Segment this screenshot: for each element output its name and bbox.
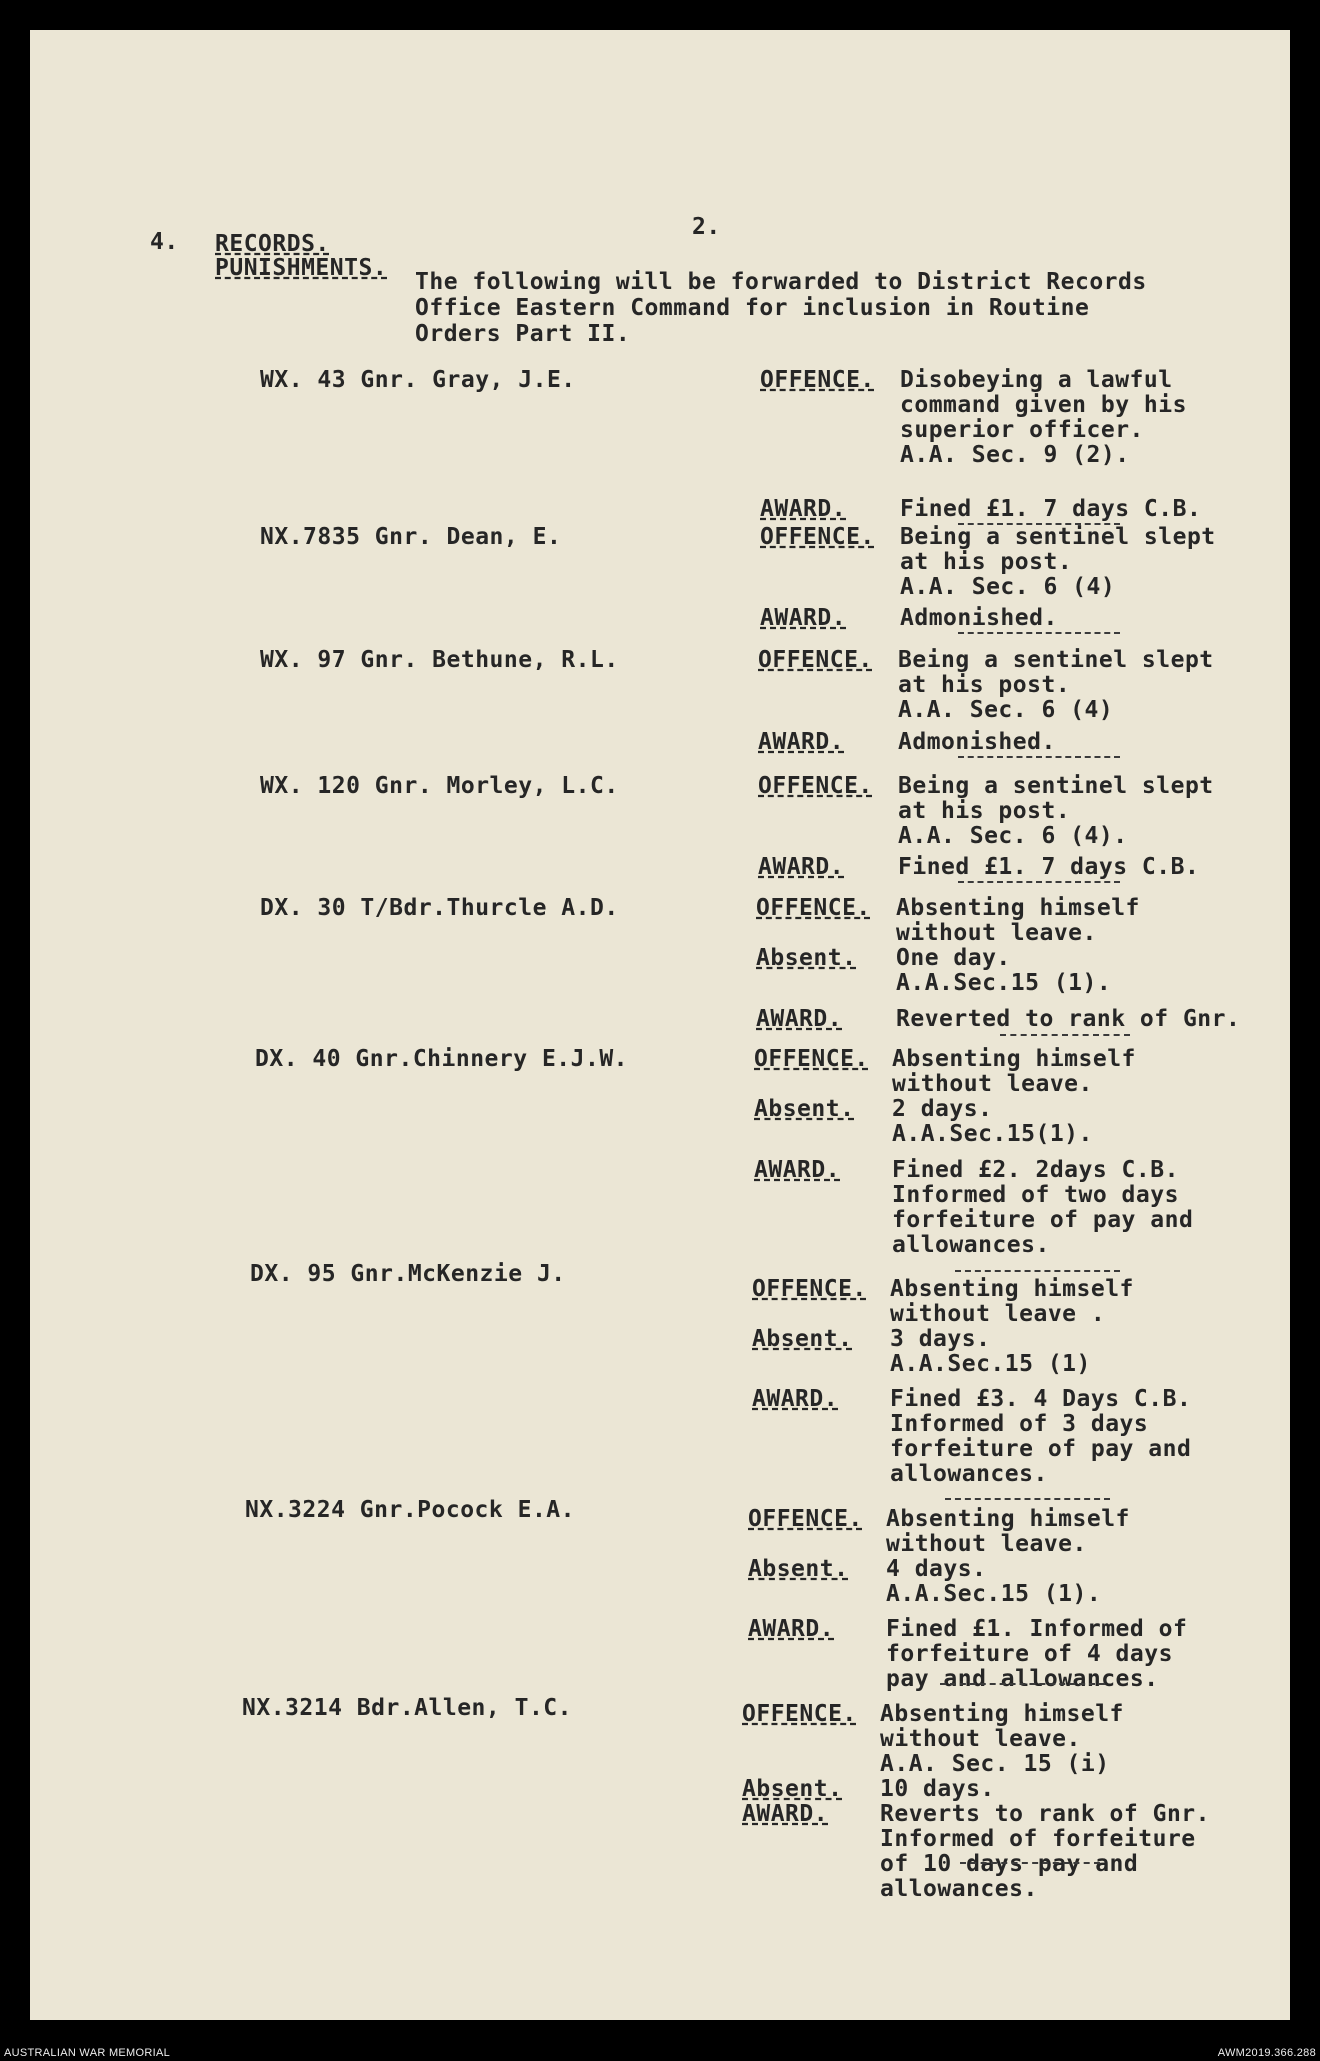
entry-label: Absent. xyxy=(754,1096,855,1122)
entry-label: AWARD. xyxy=(760,605,847,631)
entry-label: AWARD. xyxy=(742,1801,829,1827)
entry-text-line: 2 days. xyxy=(892,1096,993,1122)
entry-text-line: forfeiture of pay and xyxy=(890,1436,1192,1462)
entry-text-line: A.A.Sec.15 (1) xyxy=(890,1351,1091,1377)
entry-label: Absent. xyxy=(748,1556,849,1582)
entry-text-line: One day. xyxy=(896,945,1011,971)
entry-text-line: A.A. Sec. 9 (2). xyxy=(900,442,1130,468)
entry-text-line: Being a sentinel slept xyxy=(898,647,1214,673)
entry-text-line: Informed of 3 days xyxy=(890,1411,1149,1437)
intro-line: Orders Part II. xyxy=(415,321,631,347)
entry-text-line: A.A.Sec.15 (1). xyxy=(886,1581,1102,1607)
entry-label: AWARD. xyxy=(758,854,845,880)
entry-name: DX. 95 Gnr.McKenzie J. xyxy=(250,1261,566,1287)
entry-text-line: command given by his xyxy=(900,392,1187,418)
entry-text-line: Absenting himself xyxy=(892,1046,1136,1072)
section-subheading: PUNISHMENTS. xyxy=(215,255,388,281)
entry-label: AWARD. xyxy=(752,1386,839,1412)
section-heading: RECORDS. xyxy=(215,231,330,257)
entry-label: AWARD. xyxy=(756,1006,843,1032)
separator-dash xyxy=(958,756,1120,758)
separator-dash xyxy=(958,632,1120,634)
entry-name: WX. 120 Gnr. Morley, L.C. xyxy=(260,773,619,799)
entry-text-line: Fined £2. 2days C.B. xyxy=(892,1157,1179,1183)
entry-text-line: without leave. xyxy=(880,1726,1081,1752)
entry-text-line: A.A. Sec. 15 (i) xyxy=(880,1751,1110,1777)
entry-text-line: Absenting himself xyxy=(890,1276,1134,1302)
entry-label: OFFENCE. xyxy=(758,647,873,673)
separator-dash xyxy=(955,1270,1120,1272)
entry-name: NX.3224 Gnr.Pocock E.A. xyxy=(245,1497,575,1523)
separator-dash xyxy=(960,1862,1100,1864)
entry-text-line: at his post. xyxy=(898,798,1071,824)
entry-text-line: allowances. xyxy=(890,1461,1048,1487)
entry-text-line: at his post. xyxy=(898,672,1071,698)
entry-label: OFFENCE. xyxy=(756,895,871,921)
entry-name: DX. 40 Gnr.Chinnery E.J.W. xyxy=(255,1046,629,1072)
entry-text-line: pay and allowances. xyxy=(886,1666,1159,1692)
entry-text-line: A.A. Sec. 6 (4) xyxy=(900,574,1116,600)
entry-text-line: Admonished. xyxy=(900,605,1058,631)
entry-label: OFFENCE. xyxy=(752,1276,867,1302)
entry-text-line: Absenting himself xyxy=(886,1506,1130,1532)
entry-label: OFFENCE. xyxy=(748,1506,863,1532)
entry-text-line: Admonished. xyxy=(898,729,1056,755)
entry-name: NX.7835 Gnr. Dean, E. xyxy=(260,524,562,550)
entry-text-line: Fined £1. Informed of xyxy=(886,1616,1188,1642)
entry-text-line: Fined £1. 7 days C.B. xyxy=(898,854,1200,880)
entry-text-line: without leave . xyxy=(890,1301,1106,1327)
separator-dash xyxy=(945,1498,1110,1500)
entry-text-line: Absenting himself xyxy=(896,895,1140,921)
entry-text-line: without leave. xyxy=(896,920,1097,946)
entry-text-line: forfeiture of pay and xyxy=(892,1207,1194,1233)
section-number: 4. xyxy=(150,229,179,255)
entry-label: OFFENCE. xyxy=(758,773,873,799)
entry-label: OFFENCE. xyxy=(754,1046,869,1072)
entry-text-line: without leave. xyxy=(886,1531,1087,1557)
entry-name: DX. 30 T/Bdr.Thurcle A.D. xyxy=(260,895,619,921)
entry-label: AWARD. xyxy=(760,496,847,522)
entry-label: OFFENCE. xyxy=(742,1701,857,1727)
entry-text-line: A.A. Sec. 6 (4) xyxy=(898,697,1114,723)
entry-text-line: A.A.Sec.15 (1). xyxy=(896,970,1112,996)
entry-label: AWARD. xyxy=(748,1616,835,1642)
entry-text-line: Fined £3. 4 Days C.B. xyxy=(890,1386,1192,1412)
document-page xyxy=(30,30,1290,2020)
entry-text-line: at his post. xyxy=(900,549,1073,575)
entry-text-line: 3 days. xyxy=(890,1326,991,1352)
entry-text-line: Being a sentinel slept xyxy=(900,524,1216,550)
entry-text-line: A.A. Sec. 6 (4). xyxy=(898,823,1128,849)
entry-text-line: Absenting himself xyxy=(880,1701,1124,1727)
entry-name: WX. 97 Gnr. Bethune, R.L. xyxy=(260,647,619,673)
entry-name: NX.3214 Bdr.Allen, T.C. xyxy=(242,1695,572,1721)
entry-text-line: without leave. xyxy=(892,1071,1093,1097)
page-number: 2. xyxy=(692,214,721,240)
separator-dash xyxy=(1000,1034,1130,1036)
entry-label: OFFENCE. xyxy=(760,524,875,550)
entry-text-line: Being a sentinel slept xyxy=(898,773,1214,799)
entry-text-line: superior officer. xyxy=(900,417,1144,443)
entry-text-line: Reverts to rank of Gnr. xyxy=(880,1801,1210,1827)
entry-name: WX. 43 Gnr. Gray, J.E. xyxy=(260,367,576,393)
footer-left: AUSTRALIAN WAR MEMORIAL xyxy=(4,2047,171,2059)
entry-label: Absent. xyxy=(742,1776,843,1802)
entry-label: Absent. xyxy=(756,945,857,971)
entry-label: AWARD. xyxy=(754,1157,841,1183)
entry-text-line: 10 days. xyxy=(880,1776,995,1802)
separator-dash xyxy=(940,1683,1105,1685)
entry-label: Absent. xyxy=(752,1326,853,1352)
entry-text-line: Disobeying a lawful xyxy=(900,367,1173,393)
entry-text-line: Fined £1. 7 days C.B. xyxy=(900,496,1202,522)
intro-line: The following will be forwarded to District Records xyxy=(415,269,1147,295)
entry-text-line: A.A.Sec.15(1). xyxy=(892,1121,1093,1147)
entry-text-line: 4 days. xyxy=(886,1556,987,1582)
intro-line: Office Eastern Command for inclusion in Routine xyxy=(415,295,1090,321)
entry-text-line: forfeiture of 4 days xyxy=(886,1641,1173,1667)
entry-label: AWARD. xyxy=(758,729,845,755)
entry-text-line: allowances. xyxy=(880,1876,1038,1902)
entry-text-line: allowances. xyxy=(892,1232,1050,1258)
entry-text-line: Informed of two days xyxy=(892,1182,1179,1208)
entry-text-line: Reverted to rank of Gnr. xyxy=(896,1006,1241,1032)
entry-text-line: of 10 days pay and xyxy=(880,1851,1139,1877)
footer-right: AWM2019.366.288 xyxy=(1217,2047,1316,2059)
separator-dash xyxy=(958,881,1120,883)
entry-label: OFFENCE. xyxy=(760,367,875,393)
entry-text-line: Informed of forfeiture xyxy=(880,1826,1196,1852)
